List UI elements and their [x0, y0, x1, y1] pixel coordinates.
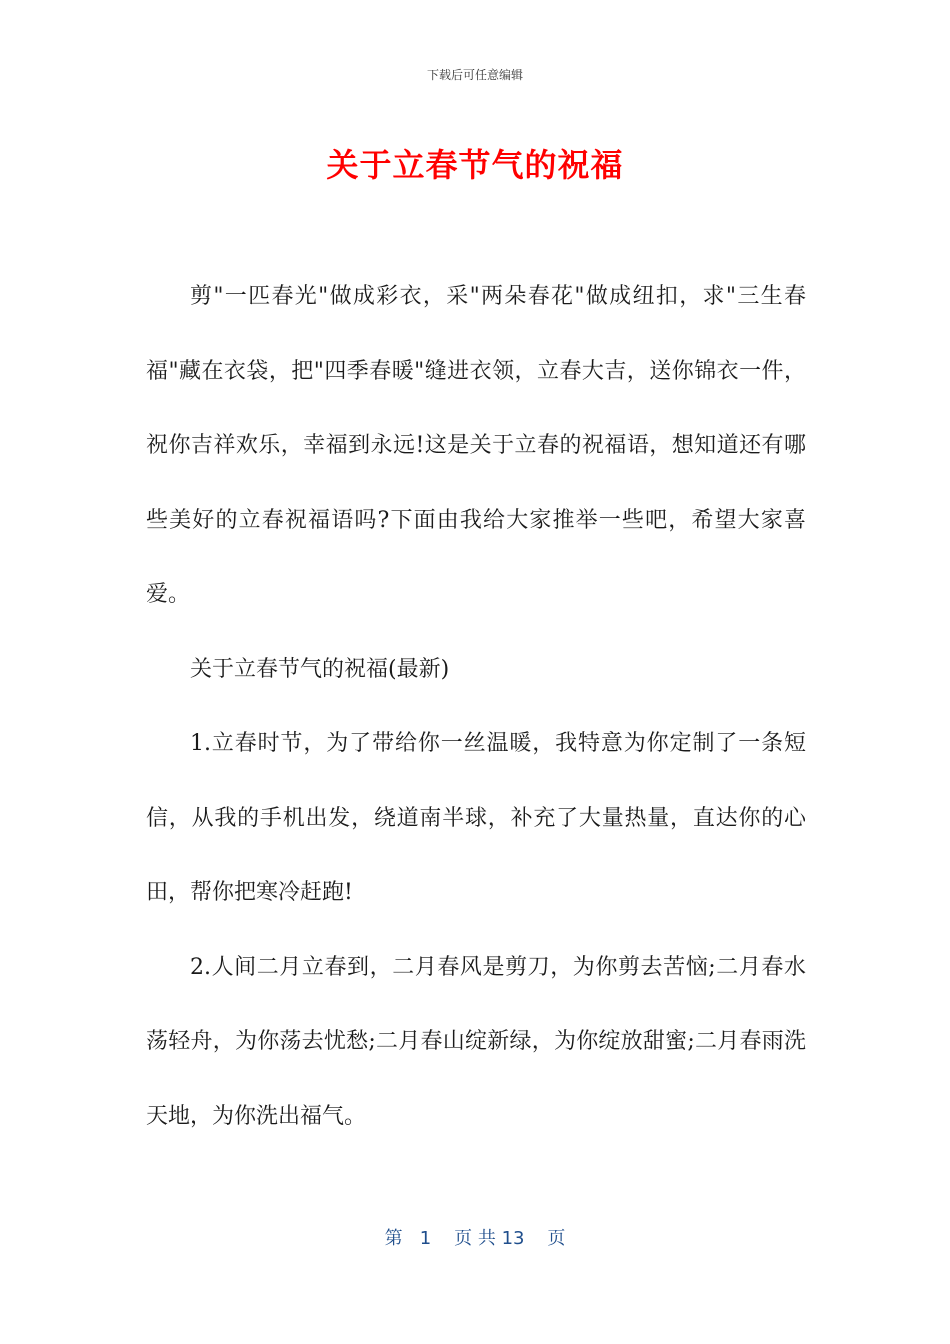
paragraph-intro: 剪"一匹春光"做成彩衣，采"两朵春花"做成纽扣，求"三生春福"藏在衣袋，把"四季春暖"缝进衣领，立春大吉，送你锦衣一件，祝你吉祥欢乐，幸福到永远!这是关于立春的祝福语，想知道还有哪些美好的立春祝福语吗?下面由我给大家推举一些吧，希望大家喜爱。 [146, 284, 806, 607]
header-note: 下载后可任意编辑 [426, 68, 523, 82]
document-body [146, 260, 806, 1154]
paragraph-item-1: 1.立春时节，为了带给你一丝温暖，我特意为你定制了一条短信，从我的手机出发，绕道南半球，补充了大量热量，直达你的心田，帮你把寒冷赶跑! [146, 731, 806, 905]
footer-suffix: 页 [547, 1228, 566, 1249]
footer-prefix: 第 [384, 1228, 403, 1249]
document-title: 关于立春节气的祝福 [326, 146, 624, 184]
footer-total-pages: 13 [501, 1228, 525, 1249]
footer-middle: 页 共 [454, 1228, 496, 1249]
paragraph-subheading: 关于立春节气的祝福(最新) [190, 656, 450, 682]
page-footer [0, 1224, 950, 1250]
paragraph-item-2: 2.人间二月立春到，二月春风是剪刀，为你剪去苦恼;二月春水荡轻舟，为你荡去忧愁;二月春山绽新绿，为你绽放甜蜜;二月春雨洗天地，为你洗出福气。 [146, 954, 806, 1129]
footer-current-page: 1 [419, 1228, 432, 1249]
